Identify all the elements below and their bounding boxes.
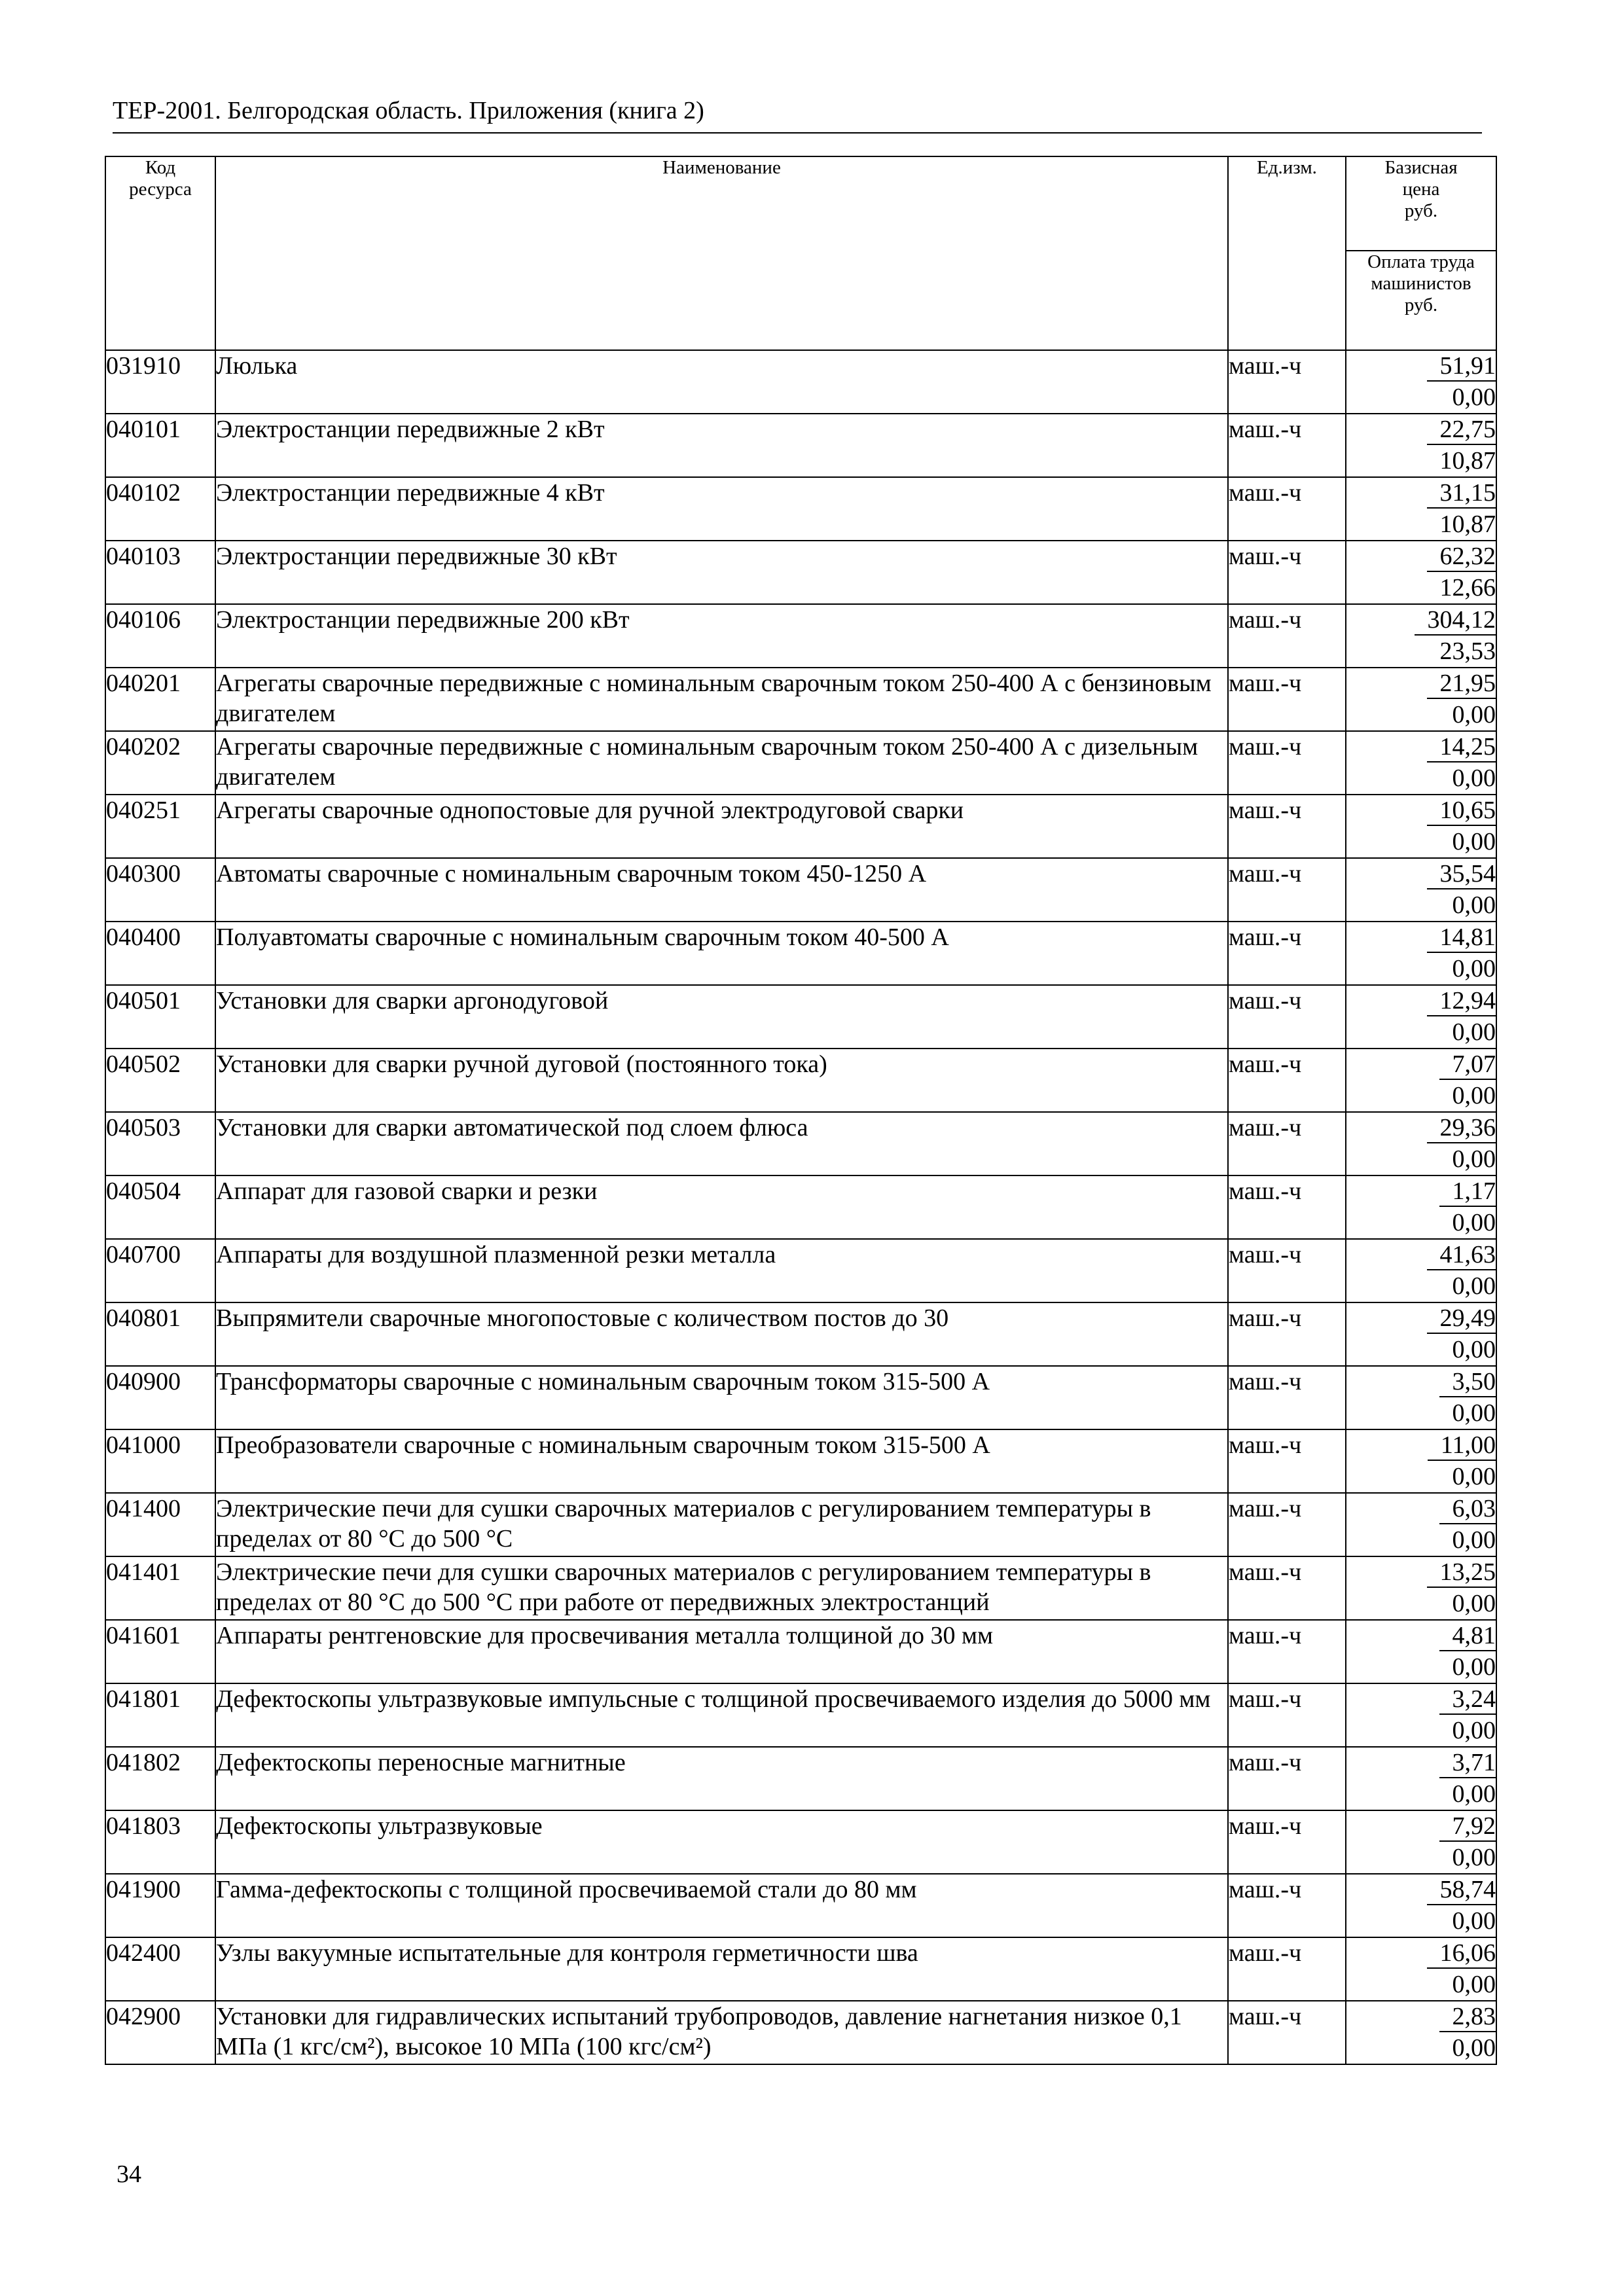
- resource-price: [1346, 1556, 1496, 1620]
- resource-price: [1346, 922, 1496, 985]
- resource-price: [1346, 985, 1496, 1049]
- resource-code: 040102: [105, 477, 215, 541]
- resource-price: [1346, 858, 1496, 922]
- table-row: [105, 1112, 1496, 1175]
- resource-unit: маш.-ч: [1228, 858, 1346, 922]
- table-body: [105, 350, 1496, 2064]
- resource-price: [1346, 604, 1496, 668]
- base-price: 11,00: [1428, 1431, 1496, 1461]
- resource-unit: маш.-ч: [1228, 1493, 1346, 1556]
- table-row: [105, 1366, 1496, 1429]
- resource-name: Дефектоскопы ультразвуковые импульсные с толщиной просвечиваемого изделия до 5000 мм: [215, 1683, 1228, 1747]
- resource-code: 040504: [105, 1175, 215, 1239]
- base-price: 2,83: [1439, 2002, 1496, 2032]
- col-header-labor-line3: руб.: [1404, 295, 1438, 315]
- labor-cost: 0,00: [1452, 1336, 1496, 1363]
- labor-cost: 0,00: [1452, 1145, 1496, 1173]
- table-row: [105, 350, 1496, 414]
- table-row: [105, 541, 1496, 604]
- resource-price: [1346, 1302, 1496, 1366]
- resource-unit: маш.-ч: [1228, 668, 1346, 731]
- base-price: 304,12: [1415, 605, 1496, 636]
- table-row: [105, 1556, 1496, 1620]
- col-header-labor-line1: Оплата труда: [1367, 251, 1475, 272]
- base-price: 51,91: [1427, 351, 1496, 382]
- labor-cost: 0,00: [1452, 384, 1496, 411]
- labor-cost: 0,00: [1452, 1590, 1496, 1617]
- table-row: [105, 1810, 1496, 1874]
- resource-name: Узлы вакуумные испытательные для контроля герметичности шва: [215, 1937, 1228, 2001]
- col-header-code: [105, 156, 215, 350]
- resource-name: Полуавтоматы сварочные с номинальным сварочным током 40-500 А: [215, 922, 1228, 985]
- resource-name: Установки для сварки автоматической под слоем флюса: [215, 1112, 1228, 1175]
- base-price: 1,17: [1439, 1177, 1496, 1207]
- table-row: [105, 1239, 1496, 1302]
- resource-name: Люлька: [215, 350, 1228, 414]
- labor-cost: 10,87: [1439, 511, 1496, 538]
- table-row: [105, 858, 1496, 922]
- labor-cost: 0,00: [1452, 1082, 1496, 1109]
- table-row: [105, 477, 1496, 541]
- table-row: [105, 604, 1496, 668]
- resource-name: Электростанции передвижные 200 кВт: [215, 604, 1228, 668]
- resource-unit: маш.-ч: [1228, 1429, 1346, 1493]
- resource-code: 041801: [105, 1683, 215, 1747]
- resource-unit: маш.-ч: [1228, 1175, 1346, 1239]
- resource-unit: маш.-ч: [1228, 731, 1346, 795]
- labor-cost: 0,00: [1452, 2034, 1496, 2062]
- resource-name: Электростанции передвижные 4 кВт: [215, 477, 1228, 541]
- base-price: 29,49: [1427, 1304, 1496, 1334]
- resource-code: 041802: [105, 1747, 215, 1810]
- page-header: ТЕР-2001. Белгородская область. Приложения (книга 2): [113, 97, 704, 124]
- col-header-name: Наименование: [215, 156, 1228, 350]
- resource-price: [1346, 731, 1496, 795]
- table-row: [105, 1049, 1496, 1112]
- resource-name: Дефектоскопы ультразвуковые: [215, 1810, 1228, 1874]
- base-price: 4,81: [1439, 1621, 1496, 1651]
- table-row: [105, 1937, 1496, 2001]
- labor-cost: 0,00: [1452, 1209, 1496, 1236]
- base-price: 13,25: [1427, 1558, 1496, 1588]
- base-price: 12,94: [1427, 986, 1496, 1016]
- resource-name: Дефектоскопы переносные магнитные: [215, 1747, 1228, 1810]
- base-price: 35,54: [1427, 859, 1496, 889]
- resource-unit: маш.-ч: [1228, 922, 1346, 985]
- labor-cost: 0,00: [1452, 1971, 1496, 1998]
- base-price: 41,63: [1427, 1240, 1496, 1270]
- resource-price: [1346, 1366, 1496, 1429]
- resource-code: 040201: [105, 668, 215, 731]
- resource-name: Агрегаты сварочные однопостовые для ручной электродуговой сварки: [215, 795, 1228, 858]
- resource-table: [105, 156, 1497, 2065]
- resource-unit: маш.-ч: [1228, 1302, 1346, 1366]
- table-row: [105, 1429, 1496, 1493]
- resource-code: 040106: [105, 604, 215, 668]
- base-price: 21,95: [1427, 669, 1496, 699]
- resource-price: [1346, 1874, 1496, 1937]
- resource-name: Электрические печи для сушки сварочных материалов с регулированием температуры в пределах от 80 °С до 500 °С: [215, 1493, 1228, 1556]
- resource-unit: маш.-ч: [1228, 1937, 1346, 2001]
- table-row: [105, 1874, 1496, 1937]
- resource-code: 041601: [105, 1620, 215, 1683]
- resource-price: [1346, 1937, 1496, 2001]
- resource-unit: маш.-ч: [1228, 1556, 1346, 1620]
- labor-cost: 0,00: [1452, 1844, 1496, 1871]
- resource-unit: маш.-ч: [1228, 1366, 1346, 1429]
- resource-name: Автоматы сварочные с номинальным сварочным током 450-1250 А: [215, 858, 1228, 922]
- resource-code: 040501: [105, 985, 215, 1049]
- resource-name: Агрегаты сварочные передвижные с номинальным сварочным током 250-400 А с дизельным двигателем: [215, 731, 1228, 795]
- resource-unit: маш.-ч: [1228, 1239, 1346, 1302]
- base-price: 3,50: [1439, 1367, 1496, 1397]
- base-price: 62,32: [1427, 542, 1496, 572]
- resource-code: 041000: [105, 1429, 215, 1493]
- resource-unit: маш.-ч: [1228, 1747, 1346, 1810]
- resource-unit: маш.-ч: [1228, 604, 1346, 668]
- base-price: 29,36: [1427, 1113, 1496, 1143]
- resource-price: [1346, 1683, 1496, 1747]
- labor-cost: 0,00: [1452, 828, 1496, 855]
- col-header-unit: Ед.изм.: [1228, 156, 1346, 350]
- resource-price: [1346, 795, 1496, 858]
- base-price: 16,06: [1427, 1939, 1496, 1969]
- resource-code: 042900: [105, 2001, 215, 2064]
- resource-unit: маш.-ч: [1228, 985, 1346, 1049]
- resource-name: Электрические печи для сушки сварочных материалов с регулированием температуры в пределах от 80 °С до 500 °С при работе от передвижных электростанций: [215, 1556, 1228, 1620]
- resource-price: [1346, 1049, 1496, 1112]
- labor-cost: 0,00: [1452, 1526, 1496, 1554]
- resource-name: Электростанции передвижные 2 кВт: [215, 414, 1228, 477]
- labor-cost: 0,00: [1452, 1399, 1496, 1427]
- table-row: [105, 1683, 1496, 1747]
- table-row: [105, 1620, 1496, 1683]
- resource-code: 040251: [105, 795, 215, 858]
- col-header-labor: [1346, 251, 1496, 350]
- resource-code: 031910: [105, 350, 215, 414]
- resource-unit: маш.-ч: [1228, 1620, 1346, 1683]
- resource-price: [1346, 350, 1496, 414]
- resource-code: 040502: [105, 1049, 215, 1112]
- labor-cost: 0,00: [1452, 1907, 1496, 1935]
- labor-cost: 0,00: [1452, 701, 1496, 728]
- base-price: 31,15: [1427, 478, 1496, 509]
- resource-code: 041803: [105, 1810, 215, 1874]
- col-header-code-line2: ресурса: [129, 179, 192, 200]
- resource-price: [1346, 668, 1496, 731]
- resource-price: [1346, 1429, 1496, 1493]
- resource-name: Агрегаты сварочные передвижные с номинальным сварочным током 250-400 А с бензиновым двигателем: [215, 668, 1228, 731]
- resource-code: 040400: [105, 922, 215, 985]
- resource-unit: маш.-ч: [1228, 1112, 1346, 1175]
- resource-unit: маш.-ч: [1228, 414, 1346, 477]
- resource-code: 042400: [105, 1937, 215, 2001]
- resource-unit: маш.-ч: [1228, 1810, 1346, 1874]
- table-row: [105, 1302, 1496, 1366]
- resource-unit: маш.-ч: [1228, 541, 1346, 604]
- labor-cost: 0,00: [1452, 1653, 1496, 1681]
- table-row: [105, 2001, 1496, 2064]
- resource-code: 041401: [105, 1556, 215, 1620]
- resource-name: Трансформаторы сварочные с номинальным сварочным током 315-500 А: [215, 1366, 1228, 1429]
- resource-code: 040300: [105, 858, 215, 922]
- resource-unit: маш.-ч: [1228, 477, 1346, 541]
- resource-name: Аппараты для воздушной плазменной резки металла: [215, 1239, 1228, 1302]
- header-rule: [113, 132, 1482, 134]
- base-price: 58,74: [1427, 1875, 1496, 1905]
- resource-name: Выпрямители сварочные многопостовые с количеством постов до 30: [215, 1302, 1228, 1366]
- col-header-base-price-line2: цена: [1402, 179, 1440, 200]
- resource-price: [1346, 414, 1496, 477]
- resource-name: Установки для гидравлических испытаний трубопроводов, давление нагнетания низкое 0,1 МПа (1 кгс/см²), высокое 10 МПа (100 кгс/см²): [215, 2001, 1228, 2064]
- resource-price: [1346, 1112, 1496, 1175]
- resource-price: [1346, 1175, 1496, 1239]
- resource-price: [1346, 2001, 1496, 2064]
- labor-cost: 0,00: [1452, 1018, 1496, 1046]
- resource-code: 040900: [105, 1366, 215, 1429]
- labor-cost: 0,00: [1452, 891, 1496, 919]
- page-number: 34: [117, 2161, 141, 2188]
- labor-cost: 0,00: [1452, 764, 1496, 792]
- labor-cost: 0,00: [1452, 955, 1496, 982]
- col-header-base-price: [1346, 156, 1496, 251]
- resource-unit: маш.-ч: [1228, 2001, 1346, 2064]
- resource-code: 040101: [105, 414, 215, 477]
- resource-name: Аппараты рентгеновские для просвечивания металла толщиной до 30 мм: [215, 1620, 1228, 1683]
- resource-name: Гамма-дефектоскопы с толщиной просвечиваемой стали до 80 мм: [215, 1874, 1228, 1937]
- resource-unit: маш.-ч: [1228, 795, 1346, 858]
- base-price: 6,03: [1439, 1494, 1496, 1524]
- resource-code: 040202: [105, 731, 215, 795]
- resource-name: Преобразователи сварочные с номинальным сварочным током 315-500 А: [215, 1429, 1228, 1493]
- resource-unit: маш.-ч: [1228, 1049, 1346, 1112]
- table-row: [105, 731, 1496, 795]
- resource-price: [1346, 477, 1496, 541]
- resource-unit: маш.-ч: [1228, 350, 1346, 414]
- col-header-base-price-line3: руб.: [1404, 200, 1438, 221]
- base-price: 7,07: [1439, 1050, 1496, 1080]
- resource-price: [1346, 1747, 1496, 1810]
- table-row: [105, 985, 1496, 1049]
- resource-code: 040801: [105, 1302, 215, 1366]
- table-row: [105, 414, 1496, 477]
- table-row: [105, 1493, 1496, 1556]
- base-price: 14,81: [1427, 923, 1496, 953]
- resource-unit: маш.-ч: [1228, 1874, 1346, 1937]
- col-header-base-price-line1: Базисная: [1384, 157, 1458, 178]
- resource-code: 040700: [105, 1239, 215, 1302]
- col-header-labor-line2: машинистов: [1371, 273, 1471, 294]
- resource-price: [1346, 1493, 1496, 1556]
- base-price: 7,92: [1439, 1812, 1496, 1842]
- resource-code: 040503: [105, 1112, 215, 1175]
- resource-price: [1346, 541, 1496, 604]
- base-price: 10,65: [1427, 796, 1496, 826]
- labor-cost: 0,00: [1452, 1272, 1496, 1300]
- resource-code: 041900: [105, 1874, 215, 1937]
- resource-price: [1346, 1620, 1496, 1683]
- table-row: [105, 1175, 1496, 1239]
- labor-cost: 23,53: [1439, 637, 1496, 665]
- resource-name: Установки для сварки ручной дуговой (постоянного тока): [215, 1049, 1228, 1112]
- labor-cost: 0,00: [1452, 1463, 1496, 1490]
- table-row: [105, 1747, 1496, 1810]
- labor-cost: 10,87: [1439, 447, 1496, 475]
- resource-price: [1346, 1239, 1496, 1302]
- labor-cost: 0,00: [1452, 1717, 1496, 1744]
- table-row: [105, 795, 1496, 858]
- labor-cost: 12,66: [1439, 574, 1496, 601]
- resource-name: Аппарат для газовой сварки и резки: [215, 1175, 1228, 1239]
- base-price: 3,24: [1439, 1685, 1496, 1715]
- base-price: 3,71: [1439, 1748, 1496, 1778]
- col-header-code-line1: Код: [145, 157, 176, 178]
- base-price: 22,75: [1427, 415, 1496, 445]
- table-row: [105, 668, 1496, 731]
- labor-cost: 0,00: [1452, 1780, 1496, 1808]
- base-price: 14,25: [1427, 732, 1496, 762]
- resource-code: 040103: [105, 541, 215, 604]
- resource-unit: маш.-ч: [1228, 1683, 1346, 1747]
- resource-name: Установки для сварки аргонодуговой: [215, 985, 1228, 1049]
- resource-name: Электростанции передвижные 30 кВт: [215, 541, 1228, 604]
- resource-code: 041400: [105, 1493, 215, 1556]
- table-row: [105, 922, 1496, 985]
- resource-price: [1346, 1810, 1496, 1874]
